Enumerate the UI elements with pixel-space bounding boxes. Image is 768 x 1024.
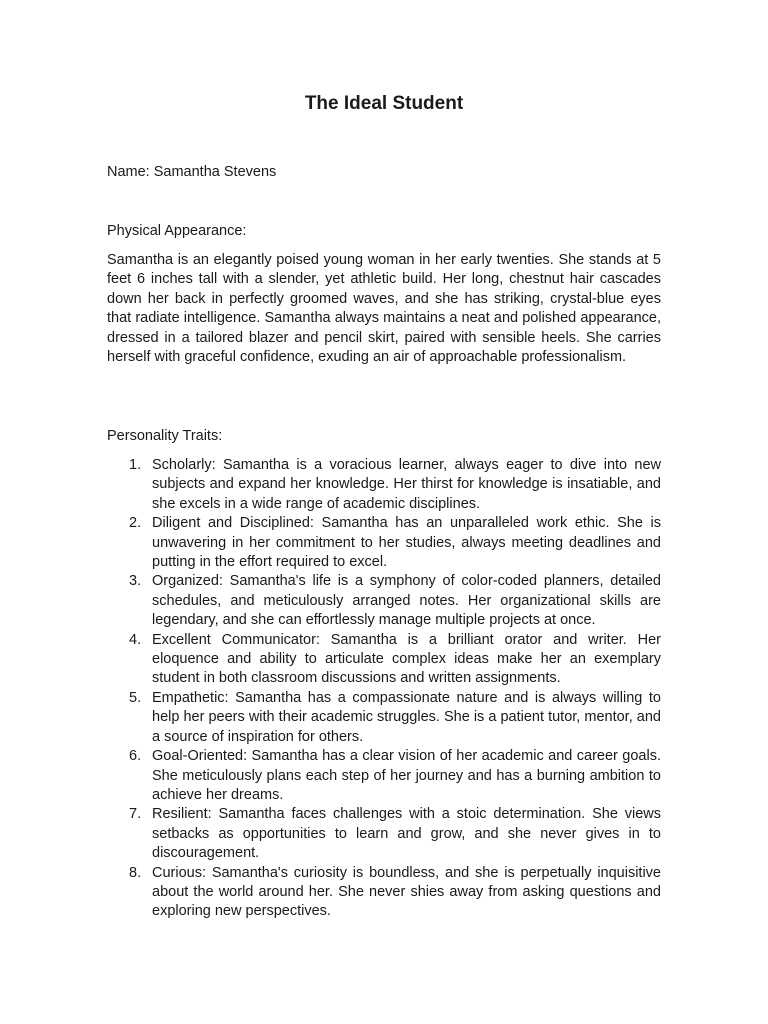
trait-number: 8.	[129, 864, 142, 881]
trait-item-communicator	[107, 631, 661, 689]
trait-text: Goal-Oriented: Samantha has a clear vision of her academic and career goals. She meticulously plans each step of her journey and has a burning ambition to achieve her dreams.	[152, 748, 661, 803]
trait-item-curious	[107, 864, 661, 922]
trait-number: 4.	[129, 631, 142, 648]
trait-number: 7.	[129, 806, 142, 823]
trait-text: Empathetic: Samantha has a compassionate nature and is always willing to help her peers with their academic struggles. She is a patient tutor, mentor, and a source of inspiration for others.	[152, 689, 661, 745]
trait-text: Curious: Samantha's curiosity is boundless, and she is perpetually inquisitive about the world around her. She never shies away from asking questions and exploring new perspectives.	[152, 864, 661, 920]
trait-item-organized	[107, 572, 661, 630]
trait-text: Organized: Samantha's life is a symphony of color-coded planners, detailed schedules, and meticulously arranged notes. Her organizational skills are legendary, and she can effortlessly manage multiple projects at once.	[152, 573, 661, 629]
physical-appearance-paragraph: Samantha is an elegantly poised young woman in her early twenties. She stands at 5 feet 6 inches tall with a slender, yet athletic build. Her long, chestnut hair cascades down her back in perfectly groomed waves, and she has striking, crystal-blue eyes that radiate intelligence. Samantha always maintains a neat and polished appearance, dressed in a tailored blazer and pencil skirt, paired with sensible heels. She carries herself with graceful confidence, exuding an air of approachable professionalism.	[107, 252, 661, 366]
trait-text: Excellent Communicator: Samantha is a brilliant orator and writer. Her eloquence and ability to articulate complex ideas make her an exemplary student in both classroom discussions and written assignments.	[152, 631, 661, 687]
personality-traits-heading: Personality Traits:	[107, 428, 223, 444]
trait-text: Resilient: Samantha faces challenges with a stoic determination. She views setbacks as opportunities to learn and grow, and she never gives in to discouragement.	[152, 806, 661, 862]
trait-item-diligent	[107, 514, 661, 572]
trait-number: 6.	[129, 748, 142, 765]
personality-traits-list	[107, 456, 661, 922]
trait-number: 1.	[129, 457, 142, 473]
trait-item-scholarly	[107, 456, 661, 514]
trait-item-empathetic	[107, 689, 661, 747]
trait-text: Scholarly: Samantha is a voracious learner, always eager to dive into new subjects and expand her knowledge. Her thirst for knowledge is insatiable, and she excels in a wide range of academic disciplines.	[152, 457, 661, 512]
trait-number: 5.	[129, 689, 142, 706]
trait-item-resilient	[107, 805, 661, 863]
physical-appearance-heading: Physical Appearance:	[107, 223, 247, 239]
trait-item-goal-oriented	[107, 747, 661, 805]
trait-text: Diligent and Disciplined: Samantha has an unparalleled work ethic. She is unwavering in her commitment to her studies, always meeting deadlines and putting in the effort required to excel.	[152, 515, 661, 571]
document-title: The Ideal Student	[304, 93, 464, 114]
trait-number: 2.	[129, 515, 142, 532]
student-name-line: Name: Samantha Stevens	[107, 164, 277, 180]
trait-number: 3.	[129, 573, 142, 590]
